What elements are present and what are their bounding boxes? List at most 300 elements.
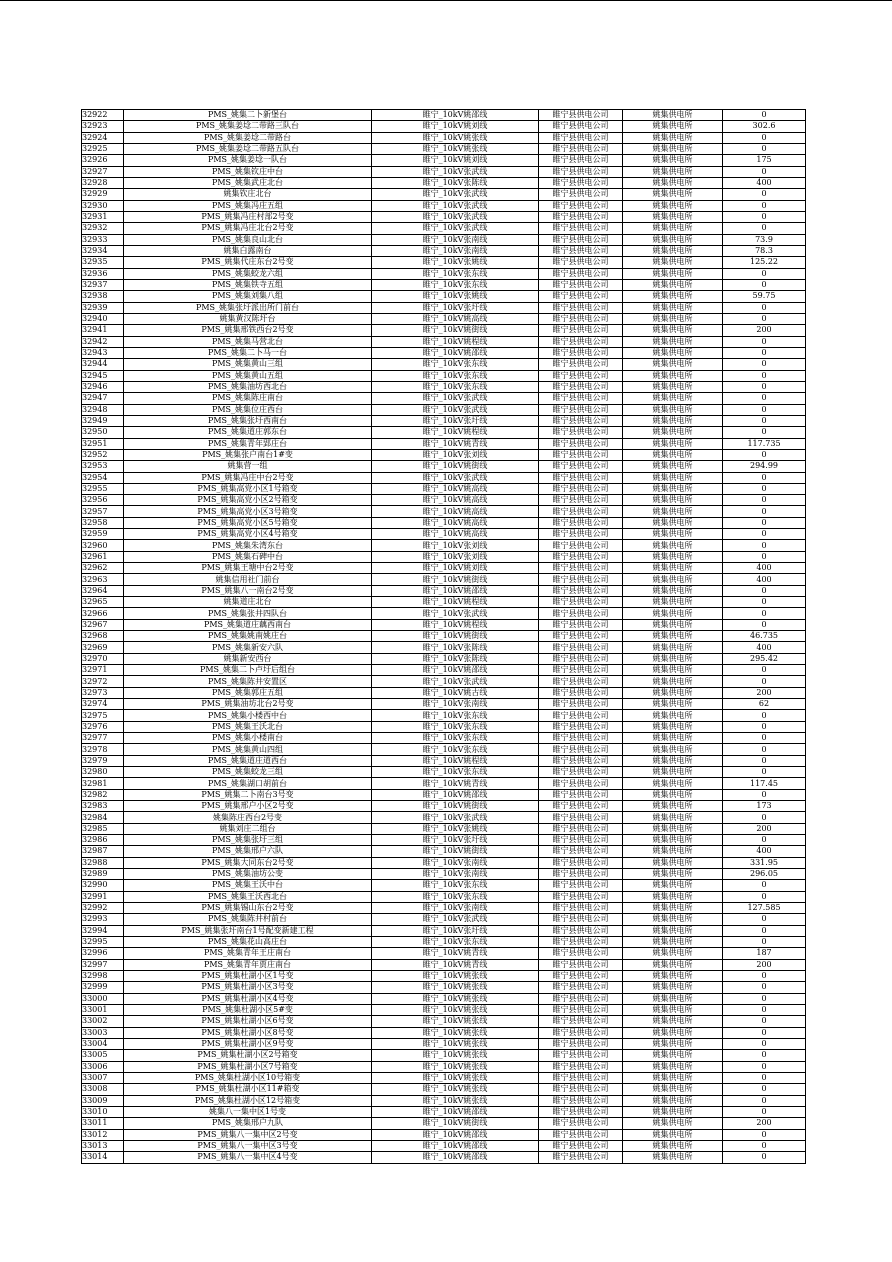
company-cell: 睢宁县供电公司 — [539, 880, 623, 891]
supply-station-cell: 姚集供电所 — [623, 767, 723, 778]
substation-name-cell: PMS_姚集八一集中区2号变 — [124, 1129, 372, 1140]
table-row — [82, 812, 806, 823]
table-row — [82, 529, 806, 540]
company-cell: 睢宁县供电公司 — [539, 733, 623, 744]
row-id-cell: 32971 — [82, 665, 124, 676]
value-cell: 0 — [723, 427, 806, 438]
supply-station-cell: 姚集供电所 — [623, 846, 723, 857]
table-row — [82, 597, 806, 608]
value-cell: 73.9 — [723, 234, 806, 245]
table-row — [82, 359, 806, 370]
substation-name-cell: PMS_姚集王沃北台 — [124, 721, 372, 732]
row-id-cell: 32974 — [82, 699, 124, 710]
company-cell: 睢宁县供电公司 — [539, 1072, 623, 1083]
supply-station-cell: 姚集供电所 — [623, 359, 723, 370]
company-cell: 睢宁县供电公司 — [539, 495, 623, 506]
substation-name-cell: PMS_姚集良山北台 — [124, 234, 372, 245]
supply-station-cell: 姚集供电所 — [623, 143, 723, 154]
feeder-line-cell: 睢宁_10kV张姚线 — [372, 291, 539, 302]
row-id-cell: 33000 — [82, 993, 124, 1004]
substation-name-cell: PMS_姚集高党小区4号箱变 — [124, 529, 372, 540]
substation-name-cell: 姚集新安西台 — [124, 653, 372, 664]
row-id-cell: 33014 — [82, 1152, 124, 1163]
value-cell: 0 — [723, 540, 806, 551]
feeder-line-cell: 睢宁_10kV张武线 — [372, 676, 539, 687]
row-id-cell: 32943 — [82, 347, 124, 358]
company-cell: 睢宁县供电公司 — [539, 1050, 623, 1061]
supply-station-cell: 姚集供电所 — [623, 483, 723, 494]
supply-station-cell: 姚集供电所 — [623, 574, 723, 585]
supply-station-cell: 姚集供电所 — [623, 936, 723, 947]
table-row — [82, 687, 806, 698]
supply-station-cell: 姚集供电所 — [623, 268, 723, 279]
supply-station-cell: 姚集供电所 — [623, 313, 723, 324]
value-cell: 0 — [723, 925, 806, 936]
substation-name-cell: PMS_姚集刘集八组 — [124, 291, 372, 302]
value-cell: 0 — [723, 1050, 806, 1061]
table-row — [82, 313, 806, 324]
company-cell: 睢宁县供电公司 — [539, 1027, 623, 1038]
feeder-line-cell: 睢宁_10kV张东线 — [372, 880, 539, 891]
row-id-cell: 32975 — [82, 710, 124, 721]
company-cell: 睢宁县供电公司 — [539, 1152, 623, 1163]
substation-name-cell: PMS_姚集邢铁西台2号变 — [124, 325, 372, 336]
value-cell: 0 — [723, 1095, 806, 1106]
table-row — [82, 970, 806, 981]
feeder-line-cell: 睢宁_10kV张刘线 — [372, 449, 539, 460]
feeder-line-cell: 睢宁_10kV姚青线 — [372, 778, 539, 789]
company-cell: 睢宁县供电公司 — [539, 302, 623, 313]
feeder-line-cell: 睢宁_10kV姚高线 — [372, 517, 539, 528]
row-id-cell: 32992 — [82, 902, 124, 913]
table-row — [82, 279, 806, 290]
supply-station-cell: 姚集供电所 — [623, 948, 723, 959]
value-cell: 0 — [723, 812, 806, 823]
row-id-cell: 32953 — [82, 461, 124, 472]
table-row — [82, 936, 806, 947]
row-id-cell: 32951 — [82, 438, 124, 449]
table-body — [82, 110, 806, 1164]
feeder-line-cell: 睢宁_10kV姚刘线 — [372, 155, 539, 166]
company-cell: 睢宁县供电公司 — [539, 223, 623, 234]
value-cell: 46.735 — [723, 631, 806, 642]
value-cell: 0 — [723, 914, 806, 925]
company-cell: 睢宁县供电公司 — [539, 642, 623, 653]
table-row — [82, 1027, 806, 1038]
substation-name-cell: PMS_姚集石碑中台 — [124, 551, 372, 562]
feeder-line-cell: 睢宁_10kV姚张线 — [372, 1084, 539, 1095]
supply-station-cell: 姚集供电所 — [623, 551, 723, 562]
table-row — [82, 166, 806, 177]
feeder-line-cell: 睢宁_10kV姚张线 — [372, 143, 539, 154]
row-id-cell: 33008 — [82, 1084, 124, 1095]
company-cell: 睢宁县供电公司 — [539, 132, 623, 143]
supply-station-cell: 姚集供电所 — [623, 721, 723, 732]
supply-station-cell: 姚集供电所 — [623, 823, 723, 834]
table-row — [82, 302, 806, 313]
company-cell: 睢宁县供电公司 — [539, 665, 623, 676]
table-row — [82, 563, 806, 574]
supply-station-cell: 姚集供电所 — [623, 970, 723, 981]
feeder-line-cell: 睢宁_10kV张东线 — [372, 370, 539, 381]
feeder-line-cell: 睢宁_10kV姚张线 — [372, 1072, 539, 1083]
feeder-line-cell: 睢宁_10kV姚街线 — [372, 801, 539, 812]
value-cell: 117.735 — [723, 438, 806, 449]
row-id-cell: 32933 — [82, 234, 124, 245]
supply-station-cell: 姚集供电所 — [623, 279, 723, 290]
feeder-line-cell: 睢宁_10kV张武线 — [372, 404, 539, 415]
value-cell: 400 — [723, 574, 806, 585]
supply-station-cell: 姚集供电所 — [623, 325, 723, 336]
feeder-line-cell: 睢宁_10kV姚古线 — [372, 687, 539, 698]
table-row — [82, 189, 806, 200]
value-cell: 0 — [723, 665, 806, 676]
supply-station-cell: 姚集供电所 — [623, 902, 723, 913]
row-id-cell: 33009 — [82, 1095, 124, 1106]
feeder-line-cell: 睢宁_10kV姚街线 — [372, 574, 539, 585]
value-cell: 0 — [723, 347, 806, 358]
table-row — [82, 982, 806, 993]
row-id-cell: 33002 — [82, 1016, 124, 1027]
table-row — [82, 1038, 806, 1049]
substation-name-cell: PMS_姚集道庄藕西南台 — [124, 619, 372, 630]
value-cell: 173 — [723, 801, 806, 812]
supply-station-cell: 姚集供电所 — [623, 665, 723, 676]
table-row — [82, 880, 806, 891]
company-cell: 睢宁县供电公司 — [539, 902, 623, 913]
value-cell: 0 — [723, 381, 806, 392]
supply-station-cell: 姚集供电所 — [623, 517, 723, 528]
feeder-line-cell: 睢宁_10kV张东线 — [372, 721, 539, 732]
supply-station-cell: 姚集供电所 — [623, 1095, 723, 1106]
row-id-cell: 32929 — [82, 189, 124, 200]
substation-name-cell: PMS_姚集蛟龙六组 — [124, 268, 372, 279]
company-cell: 睢宁县供电公司 — [539, 177, 623, 188]
table-row — [82, 121, 806, 132]
company-cell: 睢宁县供电公司 — [539, 404, 623, 415]
supply-station-cell: 姚集供电所 — [623, 472, 723, 483]
company-cell: 睢宁县供电公司 — [539, 1061, 623, 1072]
feeder-line-cell: 睢宁_10kV姚青线 — [372, 959, 539, 970]
value-cell: 0 — [723, 936, 806, 947]
value-cell: 0 — [723, 982, 806, 993]
substation-name-cell: PMS_姚集邢户九队 — [124, 1118, 372, 1129]
value-cell: 0 — [723, 970, 806, 981]
value-cell: 59.75 — [723, 291, 806, 302]
company-cell: 睢宁县供电公司 — [539, 1084, 623, 1095]
value-cell: 0 — [723, 189, 806, 200]
supply-station-cell: 姚集供电所 — [623, 200, 723, 211]
value-cell: 62 — [723, 699, 806, 710]
feeder-line-cell: 睢宁_10kV姚邵线 — [372, 665, 539, 676]
feeder-line-cell: 睢宁_10kV张刘线 — [372, 540, 539, 551]
supply-station-cell: 姚集供电所 — [623, 495, 723, 506]
value-cell: 400 — [723, 846, 806, 857]
table-row — [82, 415, 806, 426]
substation-name-cell: 姚集陈庄西台2号变 — [124, 812, 372, 823]
company-cell: 睢宁县供电公司 — [539, 506, 623, 517]
row-id-cell: 32965 — [82, 597, 124, 608]
table-row — [82, 993, 806, 1004]
substation-name-cell: PMS_姚集铁寺五组 — [124, 279, 372, 290]
row-id-cell: 32962 — [82, 563, 124, 574]
supply-station-cell: 姚集供电所 — [623, 234, 723, 245]
company-cell: 睢宁县供电公司 — [539, 835, 623, 846]
supply-station-cell: 姚集供电所 — [623, 585, 723, 596]
row-id-cell: 32994 — [82, 925, 124, 936]
table-row — [82, 200, 806, 211]
supply-station-cell: 姚集供电所 — [623, 1004, 723, 1015]
company-cell: 睢宁县供电公司 — [539, 336, 623, 347]
substation-name-cell: PMS_姚集朱湾东台 — [124, 540, 372, 551]
company-cell: 睢宁县供电公司 — [539, 755, 623, 766]
supply-station-cell: 姚集供电所 — [623, 1084, 723, 1095]
substation-name-cell: PMS_姚集张户南台1#变 — [124, 449, 372, 460]
substation-name-cell: PMS_姚集杜湖小区12号箱变 — [124, 1095, 372, 1106]
feeder-line-cell: 睢宁_10kV姚街线 — [372, 325, 539, 336]
value-cell: 0 — [723, 404, 806, 415]
substation-name-cell: PMS_姚集高党小区3号箱变 — [124, 506, 372, 517]
row-id-cell: 32987 — [82, 846, 124, 857]
substation-name-cell: PMS_姚集高党小区5号箱变 — [124, 517, 372, 528]
value-cell: 0 — [723, 393, 806, 404]
feeder-line-cell: 睢宁_10kV张东线 — [372, 268, 539, 279]
value-cell: 125.22 — [723, 257, 806, 268]
substation-name-cell: PMS_姚集八一集中区4号变 — [124, 1152, 372, 1163]
row-id-cell: 32984 — [82, 812, 124, 823]
supply-station-cell: 姚集供电所 — [623, 733, 723, 744]
substation-name-cell: 姚集八一集中区1号变 — [124, 1106, 372, 1117]
table-row — [82, 801, 806, 812]
table-row — [82, 347, 806, 358]
feeder-line-cell: 睢宁_10kV张武线 — [372, 812, 539, 823]
row-id-cell: 32952 — [82, 449, 124, 460]
feeder-line-cell: 睢宁_10kV姚张线 — [372, 1095, 539, 1106]
substation-name-cell: PMS_姚集黄山三组 — [124, 359, 372, 370]
substation-name-cell: PMS_姚集王塘中台2号变 — [124, 563, 372, 574]
value-cell: 175 — [723, 155, 806, 166]
value-cell: 294.99 — [723, 461, 806, 472]
supply-station-cell: 姚集供电所 — [623, 687, 723, 698]
feeder-line-cell: 睢宁_10kV姚程线 — [372, 597, 539, 608]
supply-station-cell: 姚集供电所 — [623, 597, 723, 608]
substation-name-cell: 姚集黄汉陈圩台 — [124, 313, 372, 324]
row-id-cell: 32941 — [82, 325, 124, 336]
supply-station-cell: 姚集供电所 — [623, 415, 723, 426]
company-cell: 睢宁县供电公司 — [539, 257, 623, 268]
supply-station-cell: 姚集供电所 — [623, 982, 723, 993]
substation-name-cell: PMS_姚集道庄道西台 — [124, 755, 372, 766]
company-cell: 睢宁县供电公司 — [539, 778, 623, 789]
value-cell: 0 — [723, 200, 806, 211]
table-row — [82, 517, 806, 528]
substation-name-cell: PMS_姚集张圩派出所门前台 — [124, 302, 372, 313]
supply-station-cell: 姚集供电所 — [623, 801, 723, 812]
feeder-line-cell: 睢宁_10kV张东线 — [372, 744, 539, 755]
substation-name-cell: PMS_姚集八一集中区3号变 — [124, 1140, 372, 1151]
company-cell: 睢宁县供电公司 — [539, 143, 623, 154]
substation-name-cell: PMS_姚集杜湖小区3号变 — [124, 982, 372, 993]
row-id-cell: 33011 — [82, 1118, 124, 1129]
value-cell: 200 — [723, 325, 806, 336]
feeder-line-cell: 睢宁_10kV张武线 — [372, 211, 539, 222]
feeder-line-cell: 睢宁_10kV姚邵线 — [372, 1140, 539, 1151]
supply-station-cell: 姚集供电所 — [623, 302, 723, 313]
supply-station-cell: 姚集供电所 — [623, 1129, 723, 1140]
value-cell: 200 — [723, 823, 806, 834]
feeder-line-cell: 睢宁_10kV张东线 — [372, 733, 539, 744]
table-row — [82, 665, 806, 676]
supply-station-cell: 姚集供电所 — [623, 257, 723, 268]
table-row — [82, 1050, 806, 1061]
supply-station-cell: 姚集供电所 — [623, 1140, 723, 1151]
value-cell: 0 — [723, 472, 806, 483]
value-cell: 0 — [723, 223, 806, 234]
substation-name-cell: 姚集信用社门前台 — [124, 574, 372, 585]
company-cell: 睢宁县供电公司 — [539, 483, 623, 494]
table-row — [82, 891, 806, 902]
substation-name-cell: PMS_姚集代庄东台2号变 — [124, 257, 372, 268]
company-cell: 睢宁县供电公司 — [539, 959, 623, 970]
row-id-cell: 32995 — [82, 936, 124, 947]
company-cell: 睢宁县供电公司 — [539, 653, 623, 664]
feeder-line-cell: 睢宁_10kV姚张线 — [372, 1050, 539, 1061]
company-cell: 睢宁县供电公司 — [539, 121, 623, 132]
company-cell: 睢宁县供电公司 — [539, 936, 623, 947]
substation-name-cell: PMS_姚集小楼西中台 — [124, 710, 372, 721]
feeder-line-cell: 睢宁_10kV张武线 — [372, 189, 539, 200]
row-id-cell: 32998 — [82, 970, 124, 981]
value-cell: 0 — [723, 744, 806, 755]
value-cell: 200 — [723, 1118, 806, 1129]
substation-name-cell: PMS_姚集小楼南台 — [124, 733, 372, 744]
row-id-cell: 32931 — [82, 211, 124, 222]
company-cell: 睢宁县供电公司 — [539, 155, 623, 166]
row-id-cell: 32940 — [82, 313, 124, 324]
substation-name-cell: PMS_姚集马营北台 — [124, 336, 372, 347]
feeder-line-cell: 睢宁_10kV张南线 — [372, 234, 539, 245]
value-cell: 400 — [723, 563, 806, 574]
substation-name-cell: PMS_姚集湖口胡前台 — [124, 778, 372, 789]
row-id-cell: 32946 — [82, 381, 124, 392]
substation-name-cell: PMS_姚集陈井村前台 — [124, 914, 372, 925]
value-cell: 0 — [723, 789, 806, 800]
supply-station-cell: 姚集供电所 — [623, 642, 723, 653]
company-cell: 睢宁县供电公司 — [539, 461, 623, 472]
value-cell: 295.42 — [723, 653, 806, 664]
feeder-line-cell: 睢宁_10kV姚街线 — [372, 461, 539, 472]
company-cell: 睢宁县供电公司 — [539, 585, 623, 596]
feeder-line-cell: 睢宁_10kV张陈线 — [372, 653, 539, 664]
row-id-cell: 32986 — [82, 835, 124, 846]
table-row — [82, 257, 806, 268]
substation-name-cell: PMS_姚集邢户六队 — [124, 846, 372, 857]
supply-station-cell: 姚集供电所 — [623, 449, 723, 460]
row-id-cell: 32999 — [82, 982, 124, 993]
feeder-line-cell: 睢宁_10kV张圩线 — [372, 415, 539, 426]
row-id-cell: 32977 — [82, 733, 124, 744]
substation-name-cell: PMS_姚集冯庄村部2号变 — [124, 211, 372, 222]
row-id-cell: 32923 — [82, 121, 124, 132]
row-id-cell: 32963 — [82, 574, 124, 585]
feeder-line-cell: 睢宁_10kV张东线 — [372, 710, 539, 721]
table-row — [82, 211, 806, 222]
table-row — [82, 914, 806, 925]
table-row — [82, 755, 806, 766]
row-id-cell: 32947 — [82, 393, 124, 404]
table-row — [82, 155, 806, 166]
table-row — [82, 268, 806, 279]
supply-station-cell: 姚集供电所 — [623, 993, 723, 1004]
value-cell: 400 — [723, 177, 806, 188]
feeder-line-cell: 睢宁_10kV张姚线 — [372, 257, 539, 268]
substation-name-cell: PMS_姚集姜埝二带路三队台 — [124, 121, 372, 132]
company-cell: 睢宁县供电公司 — [539, 563, 623, 574]
company-cell: 睢宁县供电公司 — [539, 948, 623, 959]
substation-name-cell: PMS_姚集蛟龙三组 — [124, 767, 372, 778]
table-row — [82, 585, 806, 596]
row-id-cell: 32930 — [82, 200, 124, 211]
value-cell: 0 — [723, 1072, 806, 1083]
table-row — [82, 483, 806, 494]
feeder-line-cell: 睢宁_10kV张东线 — [372, 936, 539, 947]
row-id-cell: 32973 — [82, 687, 124, 698]
feeder-line-cell: 睢宁_10kV张武线 — [372, 914, 539, 925]
substation-name-cell: 姚集钦庄北台 — [124, 189, 372, 200]
company-cell: 睢宁县供电公司 — [539, 721, 623, 732]
company-cell: 睢宁县供电公司 — [539, 359, 623, 370]
substation-name-cell: PMS_姚集位庄西台 — [124, 404, 372, 415]
company-cell: 睢宁县供电公司 — [539, 211, 623, 222]
company-cell: 睢宁县供电公司 — [539, 551, 623, 562]
value-cell: 0 — [723, 880, 806, 891]
feeder-line-cell: 睢宁_10kV姚邵线 — [372, 110, 539, 121]
table-row — [82, 767, 806, 778]
feeder-line-cell: 睢宁_10kV张武线 — [372, 223, 539, 234]
company-cell: 睢宁县供电公司 — [539, 1129, 623, 1140]
row-id-cell: 32926 — [82, 155, 124, 166]
table-row — [82, 540, 806, 551]
substation-name-cell: PMS_姚集二卜马一台 — [124, 347, 372, 358]
feeder-line-cell: 睢宁_10kV张姚线 — [372, 823, 539, 834]
value-cell: 0 — [723, 166, 806, 177]
substation-name-cell: PMS_姚集杜湖小区5#变 — [124, 1004, 372, 1015]
company-cell: 睢宁县供电公司 — [539, 789, 623, 800]
company-cell: 睢宁县供电公司 — [539, 982, 623, 993]
supply-station-cell: 姚集供电所 — [623, 529, 723, 540]
feeder-line-cell: 睢宁_10kV张南线 — [372, 857, 539, 868]
value-cell: 0 — [723, 143, 806, 154]
value-cell: 0 — [723, 597, 806, 608]
supply-station-cell: 姚集供电所 — [623, 245, 723, 256]
supply-station-cell: 姚集供电所 — [623, 370, 723, 381]
row-id-cell: 33001 — [82, 1004, 124, 1015]
substation-name-cell: PMS_姚集高党小区2号箱变 — [124, 495, 372, 506]
feeder-line-cell: 睢宁_10kV姚邵线 — [372, 1152, 539, 1163]
table-row — [82, 778, 806, 789]
feeder-line-cell: 睢宁_10kV姚街线 — [372, 846, 539, 857]
row-id-cell: 32922 — [82, 110, 124, 121]
supply-station-cell: 姚集供电所 — [623, 1118, 723, 1129]
table-row — [82, 110, 806, 121]
value-cell: 0 — [723, 608, 806, 619]
substation-name-cell: PMS_姚集高党小区1号箱变 — [124, 483, 372, 494]
table-row — [82, 846, 806, 857]
value-cell: 302.6 — [723, 121, 806, 132]
substation-name-cell: PMS_姚集道庄郭东台 — [124, 427, 372, 438]
company-cell: 睢宁县供电公司 — [539, 744, 623, 755]
supply-station-cell: 姚集供电所 — [623, 132, 723, 143]
